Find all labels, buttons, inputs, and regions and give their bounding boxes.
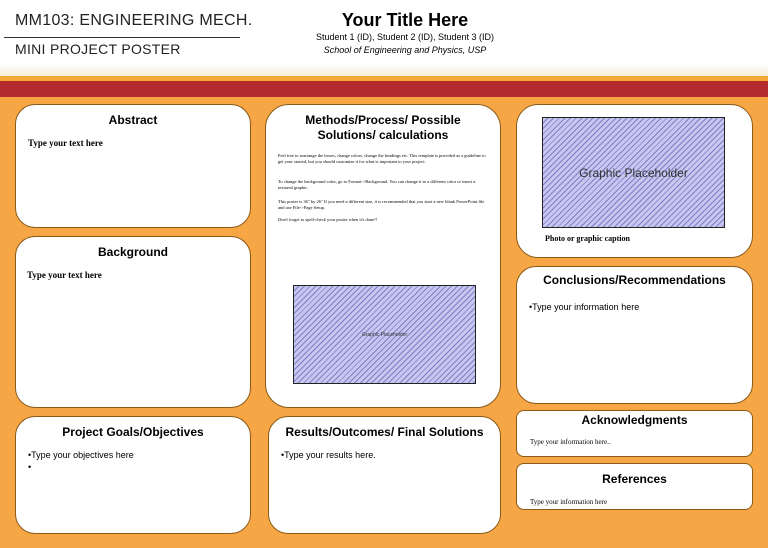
- references-panel[interactable]: [516, 463, 753, 510]
- methods-heading-line-2: Solutions/ calculations: [317, 128, 449, 142]
- conclusions-text[interactable]: •Type your information here: [529, 302, 640, 312]
- poster-subtitle: MINI PROJECT POSTER: [15, 41, 181, 57]
- abstract-text[interactable]: Type your text here: [28, 138, 103, 148]
- methods-graphic-label: Graphic Placeholder: [361, 331, 408, 338]
- course-title: MM103: ENGINEERING MECH.: [15, 12, 253, 29]
- graphic-caption[interactable]: Photo or graphic caption: [545, 234, 630, 243]
- methods-paragraph-2[interactable]: To change the background color, go to Format->Background. You can change it to a different color or insert a textured graphic.: [278, 179, 476, 190]
- graphic-placeholder-label: Graphic Placeholder: [579, 165, 688, 180]
- results-panel[interactable]: [268, 416, 501, 534]
- methods-heading-line-1: Methods/Process/ Possible: [305, 113, 461, 127]
- background-text[interactable]: Type your text here: [27, 270, 102, 280]
- results-text[interactable]: •Type your results here.: [281, 450, 376, 460]
- goals-text-line-2[interactable]: •: [28, 462, 32, 472]
- goals-heading: Project Goals/Objectives: [62, 425, 204, 439]
- methods-paragraph-1[interactable]: Feel free to rearrange the boxes, change colors, change the headings etc. This template is provided as a guideline to get your started, but you should customize it for what is important to your project.: [278, 153, 486, 164]
- abstract-panel[interactable]: [15, 104, 251, 228]
- background-panel[interactable]: [15, 236, 251, 408]
- references-heading: References: [602, 472, 667, 486]
- goals-panel[interactable]: [15, 416, 251, 534]
- poster-title[interactable]: Your Title Here: [341, 10, 469, 30]
- graphic-placeholder[interactable]: [542, 117, 725, 228]
- conclusions-panel[interactable]: [516, 266, 753, 404]
- goals-text-line-1[interactable]: •Type your objectives here: [28, 450, 134, 460]
- red-band: [0, 81, 768, 97]
- poster-school[interactable]: School of Engineering and Physics, USP: [323, 45, 487, 55]
- background-heading: Background: [97, 245, 168, 259]
- graphic-panel[interactable]: [516, 104, 753, 258]
- conclusions-heading: Conclusions/Recommendations: [543, 273, 726, 287]
- results-heading: Results/Outcomes/ Final Solutions: [285, 425, 484, 439]
- abstract-heading: Abstract: [108, 113, 158, 127]
- methods-paragraph-3[interactable]: This poster is 36" by 26" If you need a different size, it is recommended that you start a new blank PowerPoint file and use File->Page Setup.: [278, 199, 485, 210]
- references-text[interactable]: Type your information here: [530, 498, 608, 506]
- methods-graphic-placeholder[interactable]: [293, 285, 476, 384]
- methods-panel[interactable]: [265, 104, 501, 408]
- acknowledgments-text[interactable]: Type your information here..: [530, 438, 611, 446]
- acknowledgments-heading: Acknowledgments: [581, 413, 688, 427]
- header-divider: [4, 37, 240, 38]
- methods-paragraph-4[interactable]: Don't forget to spell-check your poster when it's done!!: [278, 217, 378, 222]
- acknowledgments-panel[interactable]: [516, 410, 753, 457]
- poster-authors[interactable]: Student 1 (ID), Student 2 (ID), Student 3 (ID): [315, 32, 495, 42]
